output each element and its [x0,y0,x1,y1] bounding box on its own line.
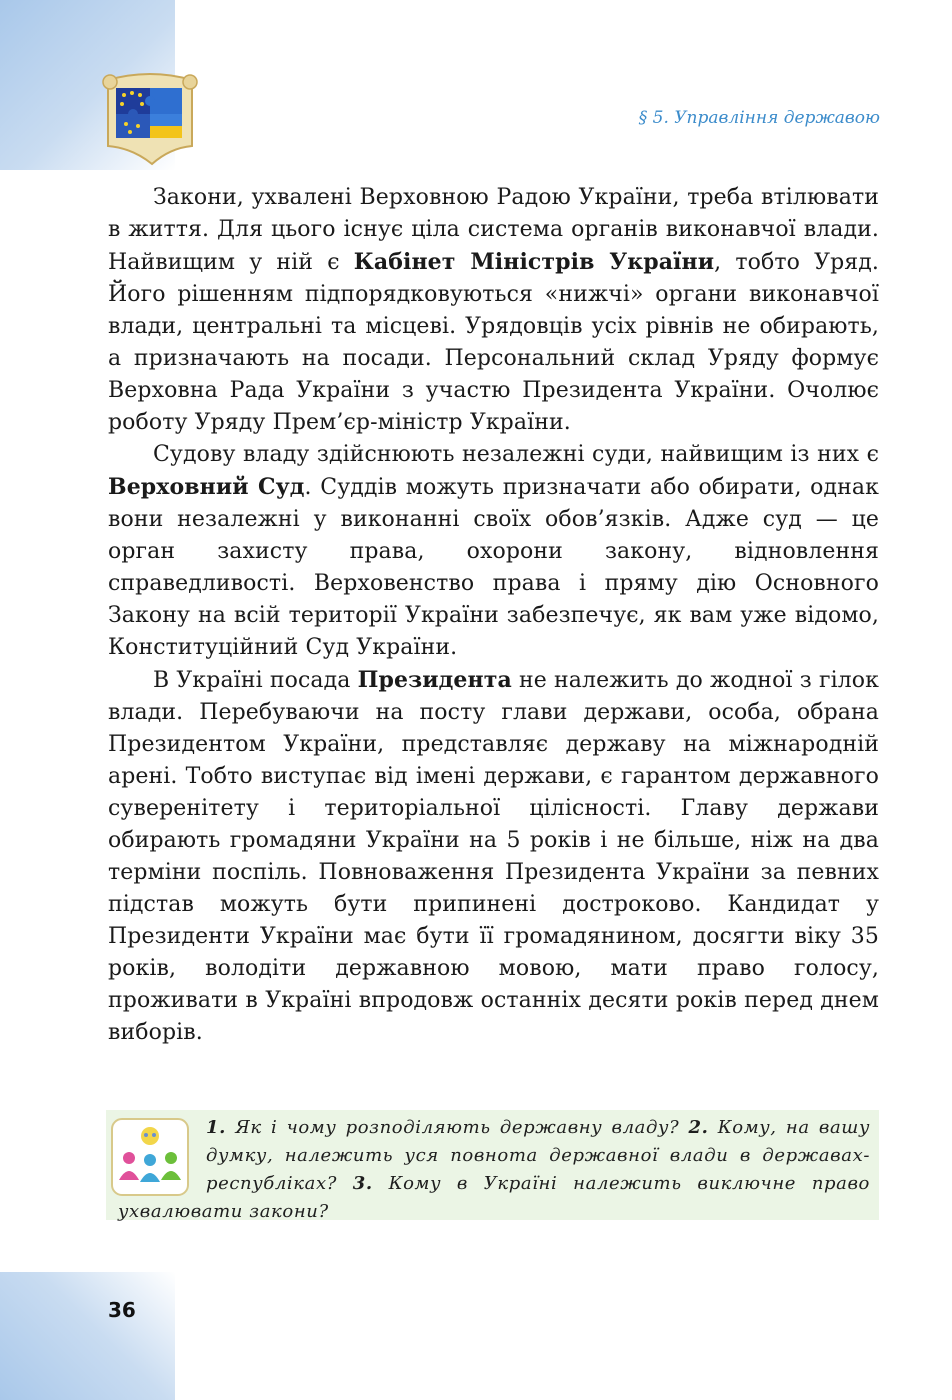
review-questions-box [106,1110,879,1220]
eu-ukraine-puzzle-emblem-icon [100,68,200,166]
review-questions-text [118,1114,870,1226]
paragraph-text-run: , тобто Уряд. Його рішенням підпорядковуються «нижчі» органи виконавчої влади, центральні та місцеві. Урядовців усіх рівнів не обирають, а призначають на посади. Персональний склад Уряду формує Верховна Рада України з участю Президента України. Очолює роботу Уряду Прем’єр-міністр України. [108,250,879,435]
page-corner-decoration-bottom [0,1272,175,1400]
question-bold-term: 3. [352,1173,373,1194]
paragraph-text-run: не належить до жодної з гілок влади. Перебуваючи на посту глави держави, особа, обрана Президентом України, представляє державу на міжнародній арені. Тобто виступає від імені держави, є гарантом державного суверенітету і територіальної цілісності. Главу держави обирають громадяни України на 5 років і не більше, ніж на два терміни поспіль. Повноваження Президента України за певних підстав можуть бути припинені достроково. Кандидат у Президенти України має бути її громадянином, досягти віку 35 років, володіти державною мовою, мати право голосу, проживати в Україні впродовж останніх десяти років перед днем виборів. [108,668,880,1045]
page-number: 36 [108,1298,136,1322]
question-text-run: Як і чому розподіляють державну владу? [226,1117,689,1138]
question-bold-term: 2. [688,1117,709,1138]
main-text [108,182,879,1049]
paragraph-bold-term: Президента [357,667,512,693]
question-bold-term: 1. [206,1117,226,1138]
question-text-run: Кому в Україні належить виключне право ухвалювати закони? [118,1173,870,1222]
paragraph-text-run: . Суддів можуть призначати або обирати, однак вони незалежні у виконанні своїх обов’язків. Адже суд — це орган захисту права, охорони закону, відновлення справедливості. Верховенство права і пряму дію Основного Закону на всій території України забезпечує, як вам уже відомо, Конституційний Суд України. [108,475,879,660]
paragraph-text-run: Судову владу здійснюють незалежні суди, найвищим із них є [153,442,879,467]
paragraph-president [108,664,879,1049]
paragraph-text-run: Закони, ухвалені Верховною Радою України, треба втілювати в життя. Для цього існує ціла система органів виконавчої влади. Найвищим у ній є [108,185,879,275]
question-text-run: Кому, на вашу думку, належить уся повнота державної влади в державах-республіках? [206,1117,870,1194]
paragraph-text-run: В Україні посада [153,668,358,693]
paragraph-executive-power [108,182,879,439]
paragraph-bold-term: Кабінет Міністрів України [353,249,715,275]
paragraph-judicial-power [108,439,879,664]
running-header-title: § 5. Управління державою [638,108,880,128]
paragraph-bold-term: Верховний Суд [108,474,305,500]
